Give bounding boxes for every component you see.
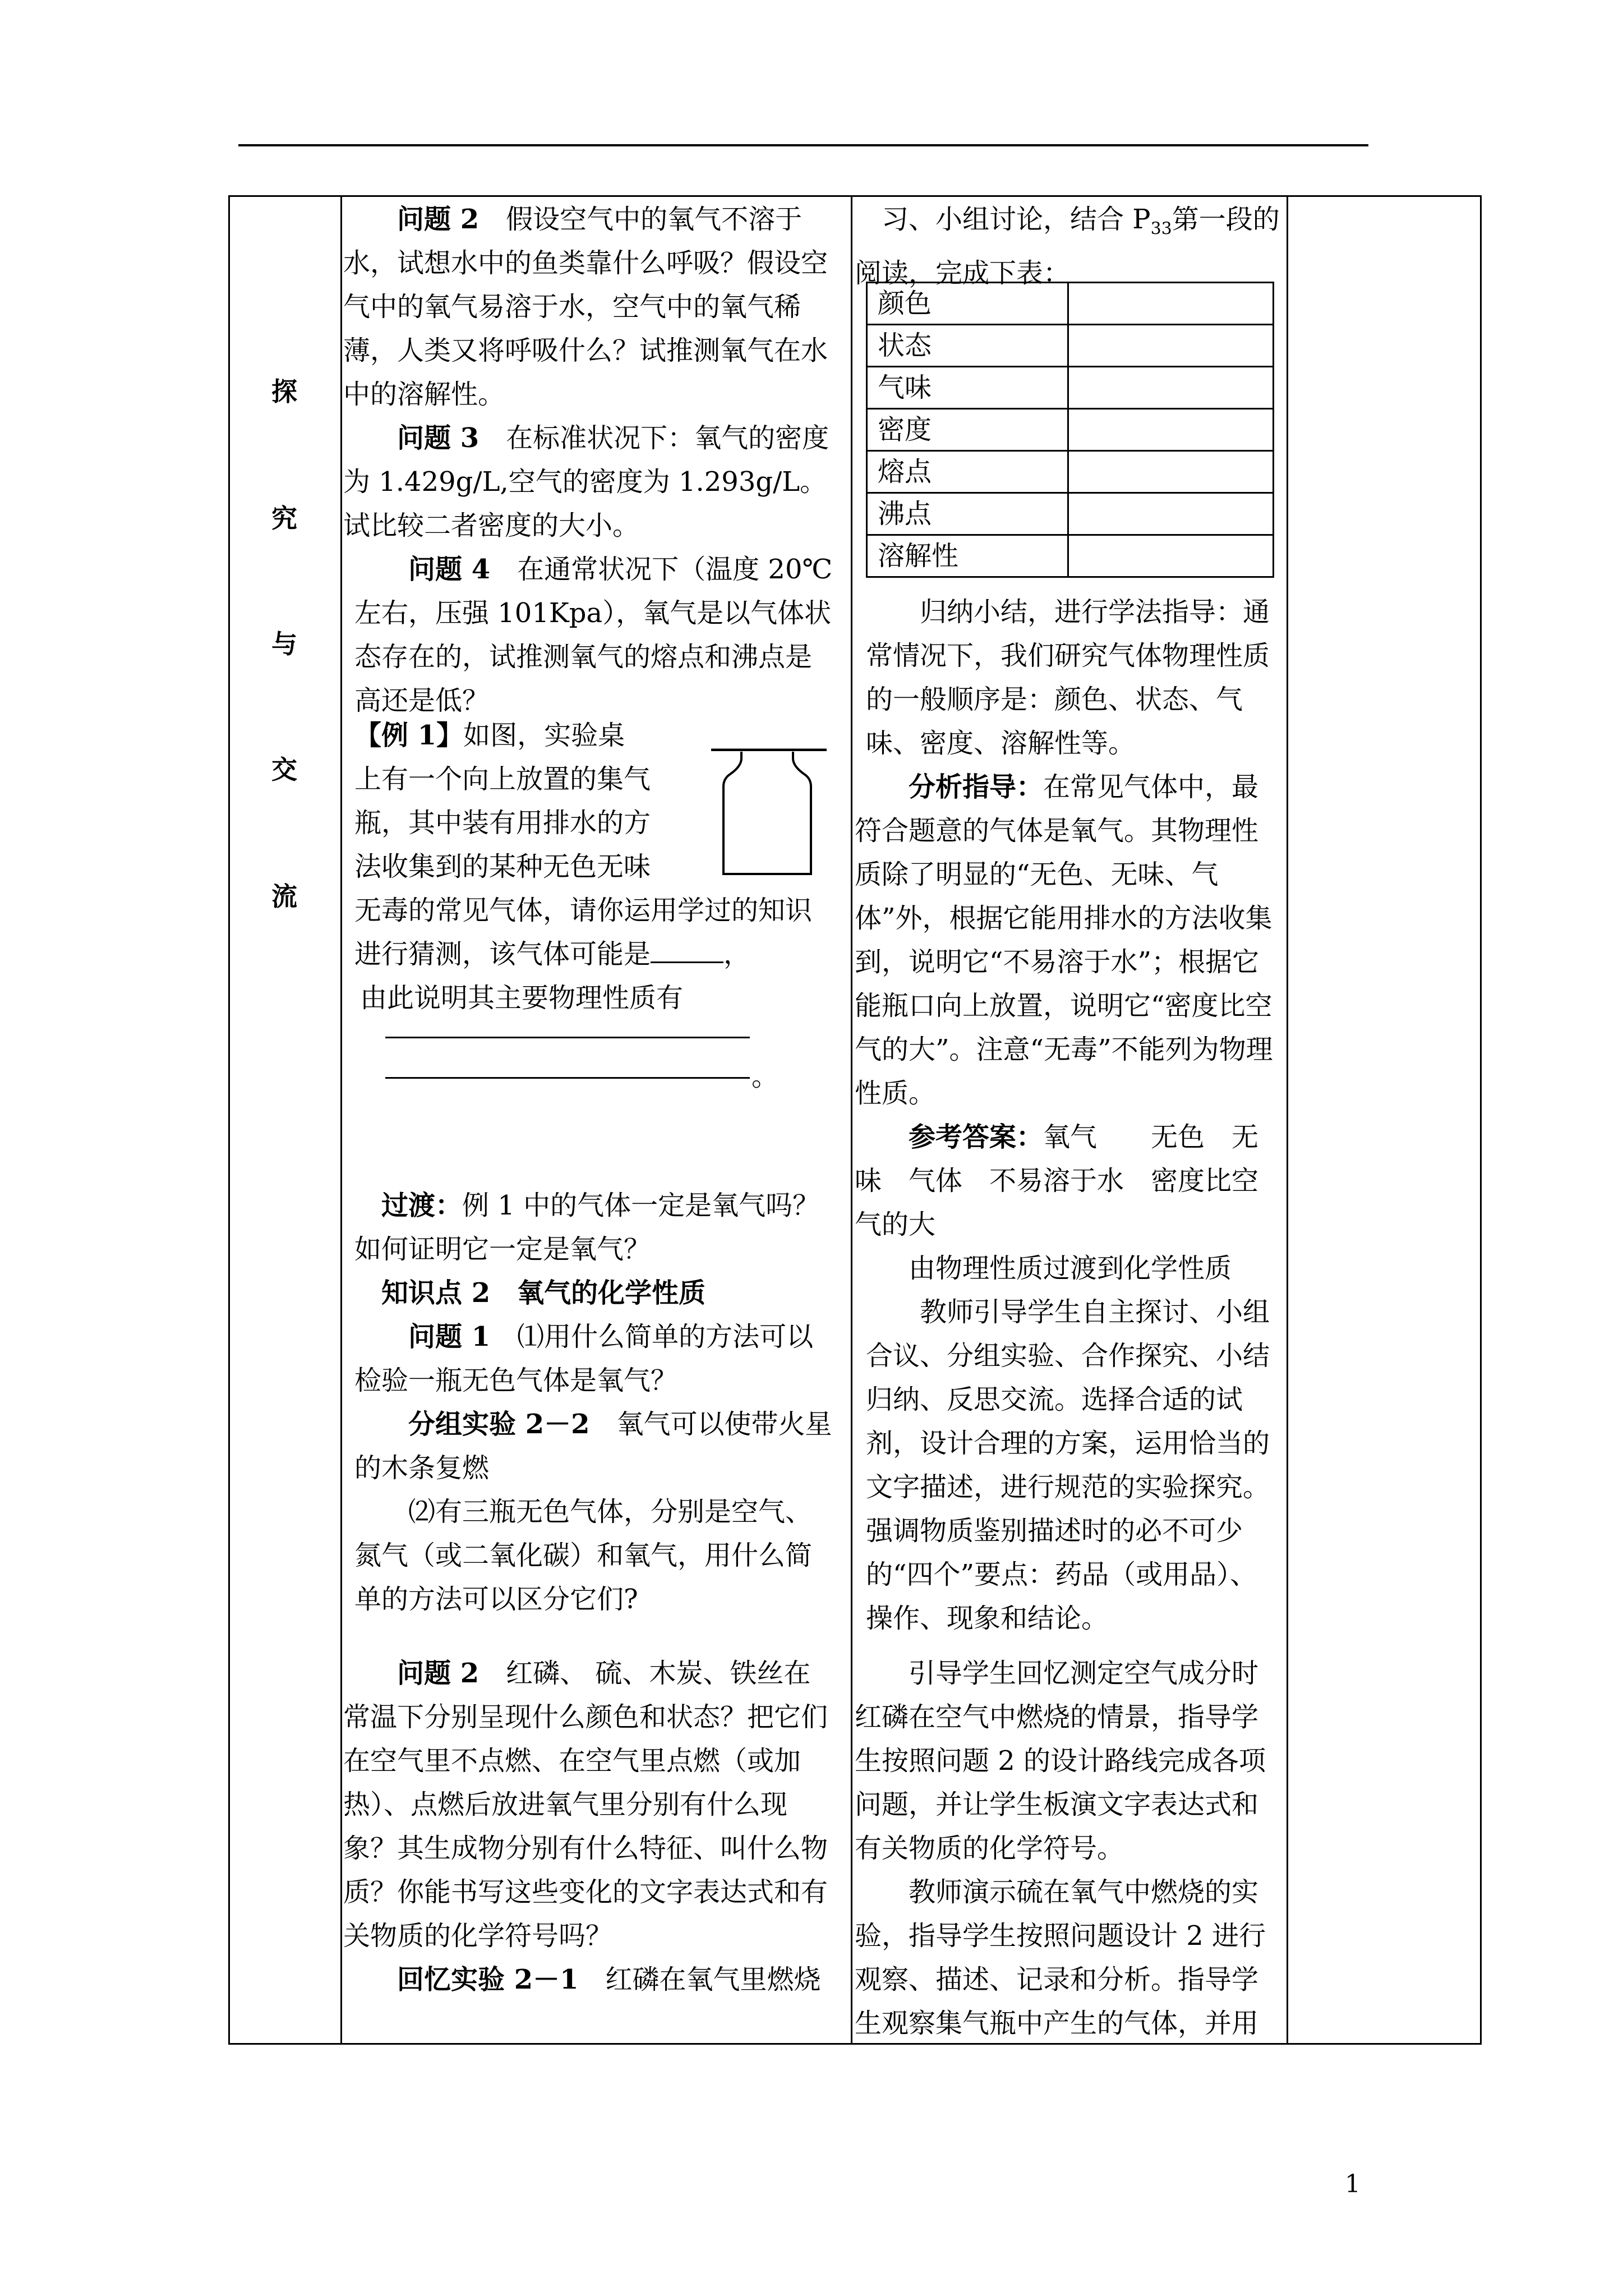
answer-end: 。 bbox=[751, 1061, 779, 1092]
group-experiment: 分组实验 2－2 氧气可以使带火星的木条复燃 bbox=[354, 1409, 832, 1484]
table-row: 颜色 bbox=[867, 283, 1274, 325]
left-column-part3 bbox=[343, 1651, 837, 2001]
table-row: 溶解性 bbox=[867, 535, 1274, 577]
knowledge-point-2: 知识点 2 氧气的化学性质 bbox=[381, 1277, 706, 1309]
right-column-part3 bbox=[855, 1651, 1282, 2045]
header-rule bbox=[238, 144, 1368, 146]
page-number: 1 bbox=[1345, 2170, 1361, 2198]
summary: 归纳小结，进行学法指导：通常情况下，我们研究气体物理性质的一般顺序是：颜色、状态、气味、密度、溶解性等。 bbox=[866, 596, 1270, 759]
side-label-char: 与 bbox=[271, 629, 297, 659]
analysis: 分析指导：在常见气体中，最符合题意的气体是氧气。其物理性质除了明显的“无色、无味、气体”外，根据它能用排水的方法收集到，说明它“不易溶于水”；根据它能瓶口向上放置，说明它“密度比空气的大”。注意“无毒”不能列为物理性质。 bbox=[855, 771, 1273, 1109]
property-table bbox=[866, 282, 1274, 578]
kp2-question-1b: ⑵有三瓶无色气体，分别是空气、氮气（或二氧化碳）和氧气，用什么简单的方法可以区分它们? bbox=[354, 1496, 813, 1615]
answer-line bbox=[385, 1077, 750, 1079]
right-column-intro: 习、小组讨论，结合 $P_{33}$第一段的阅读，完成下表： bbox=[855, 204, 1280, 289]
table-row: 熔点 bbox=[867, 451, 1274, 493]
question-2: 问题 2 假设空气中的氧气不溶于水，试想水中的鱼类靠什么呼吸？假设空气中的氧气易溶于水，空气中的氧气稀薄，人类又将呼吸什么？试推测氧气在水中的溶解性。 bbox=[343, 204, 828, 410]
table-row: 密度 bbox=[867, 409, 1274, 451]
teacher-guide: 教师引导学生自主探讨、小组合议、分组实验、合作探究、小结归纳、反思交流。选择合适的试剂，设计合理的方案，运用恰当的文字描述，进行规范的实验探究。强调物质鉴别描述时的必不可少的“四个”要点：药品（或用品）、操作、现象和结论。 bbox=[866, 1296, 1270, 1634]
transition: 过渡：例 1 中的气体一定是氧气吗？如何证明它一定是氧气？ bbox=[354, 1190, 820, 1265]
side-label-char: 流 bbox=[271, 881, 297, 912]
table-row: 沸点 bbox=[867, 493, 1274, 535]
reference-answer: 参考答案：氧气 无色 无味 气体 不易溶于水 密度比空气的大 bbox=[855, 1121, 1259, 1240]
column-divider bbox=[340, 195, 342, 2045]
kp2-question-2: 问题 2 红磷、 硫、木炭、铁丝在常温下分别呈现什么颜色和状态？把它们在空气里不点燃、在空气里点燃（或加热）、点燃后放进氧气里分别有什么现象？其生成物分别有什么特征、叫什么物质？你能书写这些变化的文字表达式和有关物质的化学符号吗？ bbox=[343, 1658, 828, 1952]
table-row: 气味 bbox=[867, 367, 1274, 409]
teacher-guide-3: 教师演示硫在氧气中燃烧的实验，指导学生按照问题设计 2 进行观察、描述、记录和分析。指导学生观察集气瓶中产生的气体，并用 bbox=[855, 1876, 1266, 2039]
right-column-body bbox=[855, 590, 1282, 1640]
table-row: 状态 bbox=[867, 325, 1274, 367]
transition-note: 由物理性质过渡到化学性质 bbox=[909, 1253, 1232, 1284]
column-divider bbox=[1287, 195, 1288, 2045]
recall-experiment: 回忆实验 2－1 红磷在氧气里燃烧 bbox=[397, 1964, 821, 1995]
kp2-question-1: 问题 1 ⑴用什么简单的方法可以检验一瓶无色气体是氧气？ bbox=[354, 1321, 814, 1396]
question-3: 问题 3 在标准状况下：氧气的密度为 1.429g/L,空气的密度为 1.293g/L。试比较二者密度的大小。 bbox=[343, 422, 829, 541]
question-4: 问题 4 在通常状况下（温度 20℃左右，压强 101Kpa），氧气是以气体状态存在的，试推测氧气的熔点和沸点是高还是低？ bbox=[354, 554, 833, 716]
gas-jar-figure bbox=[708, 742, 831, 882]
side-label-char: 交 bbox=[271, 754, 297, 785]
side-label-char: 探 bbox=[271, 376, 297, 407]
column-divider bbox=[851, 195, 852, 2045]
left-column-part2 bbox=[354, 1184, 837, 1621]
example-1-intro: 【例 1】如图，实验桌 上有一个向上放置的集气 瓶，其中装有用排水的方 法收集到的某种无色无味 bbox=[354, 720, 651, 882]
side-label-char: 究 bbox=[271, 503, 297, 533]
example-1-body: 无毒的常见气体，请你运用学过的知识进行猜测，该气体可能是 ， 由此说明其主要物理性质有 bbox=[354, 895, 813, 1014]
left-column bbox=[343, 197, 837, 723]
answer-line bbox=[385, 1037, 750, 1038]
teacher-guide-2: 引导学生回忆测定空气成分时红磷在空气中燃烧的情景，指导学生按照问题 2 的设计路线完成各项问题，并让学生板演文字表达式和有关物质的化学符号。 bbox=[855, 1658, 1266, 1864]
answer-blank bbox=[651, 939, 723, 963]
